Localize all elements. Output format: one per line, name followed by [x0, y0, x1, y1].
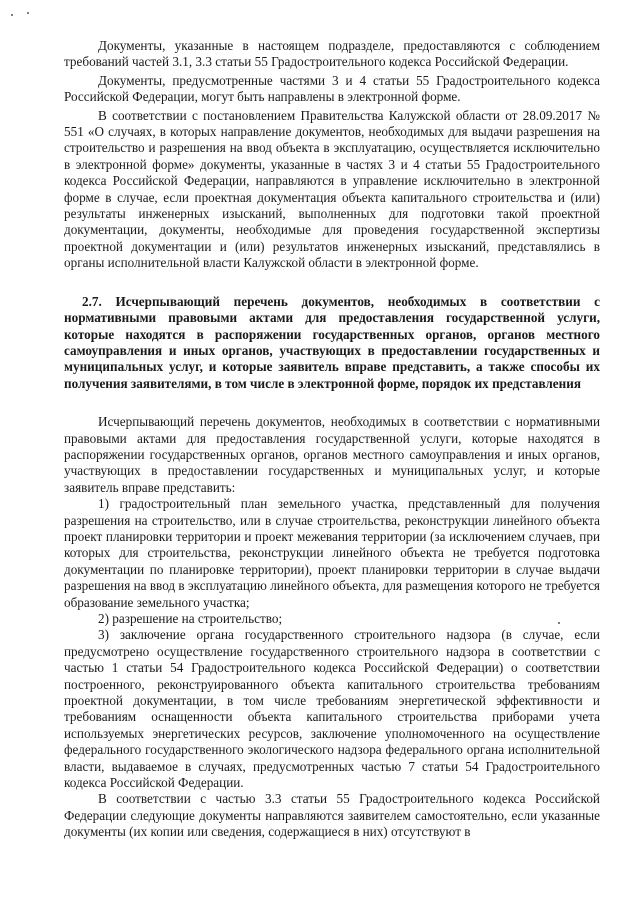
- list-item: 2) разрешение на строительство;: [98, 611, 283, 626]
- list-item: 1) градостроительный план земельного участка, представленный для получения разрешения на строительство, или в случае строительства, реконструкции линейного объекта проект планировки территории и проект межевания территории (за исключением случаев, при которых для строительства, реконструкции линейного объекта не требуется подготовка документации по планировке территории), проект планировки территории в случае выдачи разрешения на ввод в эксплуатацию линейного объекта, для размещения которого не требуется образование земельного участка;: [64, 496, 600, 610]
- scan-speck: [27, 12, 29, 14]
- paragraph: Документы, предусмотренные частями 3 и 4 статьи 55 Градостроительного кодекса Российской Федерации, могут быть направлены в электронной форме.: [64, 72, 600, 105]
- paragraph: В соответствии с постановлением Правительства Калужской области от 28.09.2017 № 551 «О случаях, в которых направление документов, необходимых для выдачи разрешения на строительство и разрешения на ввод объекта в эксплуатацию, осуществляется исключительно в электронной форме» документы, указанные в частях 3 и 4 статьи 55 Градостроительного кодекса Российской Федерации, направляются в управление исключительно в электронной форме в случае, если проектная документация объекта капитального строительства и (или) результаты инженерных изысканий, выполненных для подготовки такой проектной документации, документы, необходимые для проведения государственной экспертизы проектной документации и (или) результатов инженерных изысканий, представлялись в органы исполнительной власти Калужской области в электронной форме.: [64, 107, 600, 271]
- paragraph: Документы, указанные в настоящем подразделе, предоставляются с соблюдением требований частей 3.1, 3.3 статьи 55 Градостроительного кодекса Российской Федерации.: [64, 38, 600, 70]
- scan-speck: [11, 14, 13, 16]
- list-item: 3) заключение органа государственного строительного надзора (в случае, если предусмотрено осуществление государственного строительного надзора в соответствии с частью 1 статьи 54 Градостроительного кодекса Российской Федерации) о соответствии построенного, реконструированного объекта капитального строительства требованиям проектной документации, в том числе требованиям энергетической эффективности и требованиям оснащенности объекта капитального строительства приборами учета используемых энергетических ресурсов, заключение уполномоченного на осуществление федерального государственного экологического надзора федерального органа исполнительной власти, выдаваемое в случаях, предусмотренных частью 7 статьи 54 Градостроительного кодекса Российской Федерации.: [64, 627, 600, 791]
- section-heading: 2.7. Исчерпывающий перечень документов, необходимых в соответствии с нормативными правовыми актами для предоставления государственной услуги, которые находятся в распоряжении государственных органов, органов местного самоуправления и иных органов, участвующих в предоставлении государственных и муниципальных услуг, и которые заявитель вправе представить, а также способы их получения заявителями, в том числе в электронной форме, порядок их представления: [64, 293, 600, 391]
- closing-paragraph: В соответствии с частью 3.3 статьи 55 Градостроительного кодекса Российской Федерации следующие документы направляются заявителем самостоятельно, если указанные документы (их копии или сведения, содержащиеся в них) отсутствуют в: [64, 791, 600, 840]
- intro-paragraph: Исчерпывающий перечень документов, необходимых в соответствии с нормативными правовыми актами для предоставления государственной услуги, которые находятся в распоряжении государственных органов, органов местного самоуправления и иных органов, участвующих в предоставлении государственных и муниципальных услуг, и которые заявитель вправе представить:: [64, 414, 600, 495]
- document-body: [64, 38, 600, 841]
